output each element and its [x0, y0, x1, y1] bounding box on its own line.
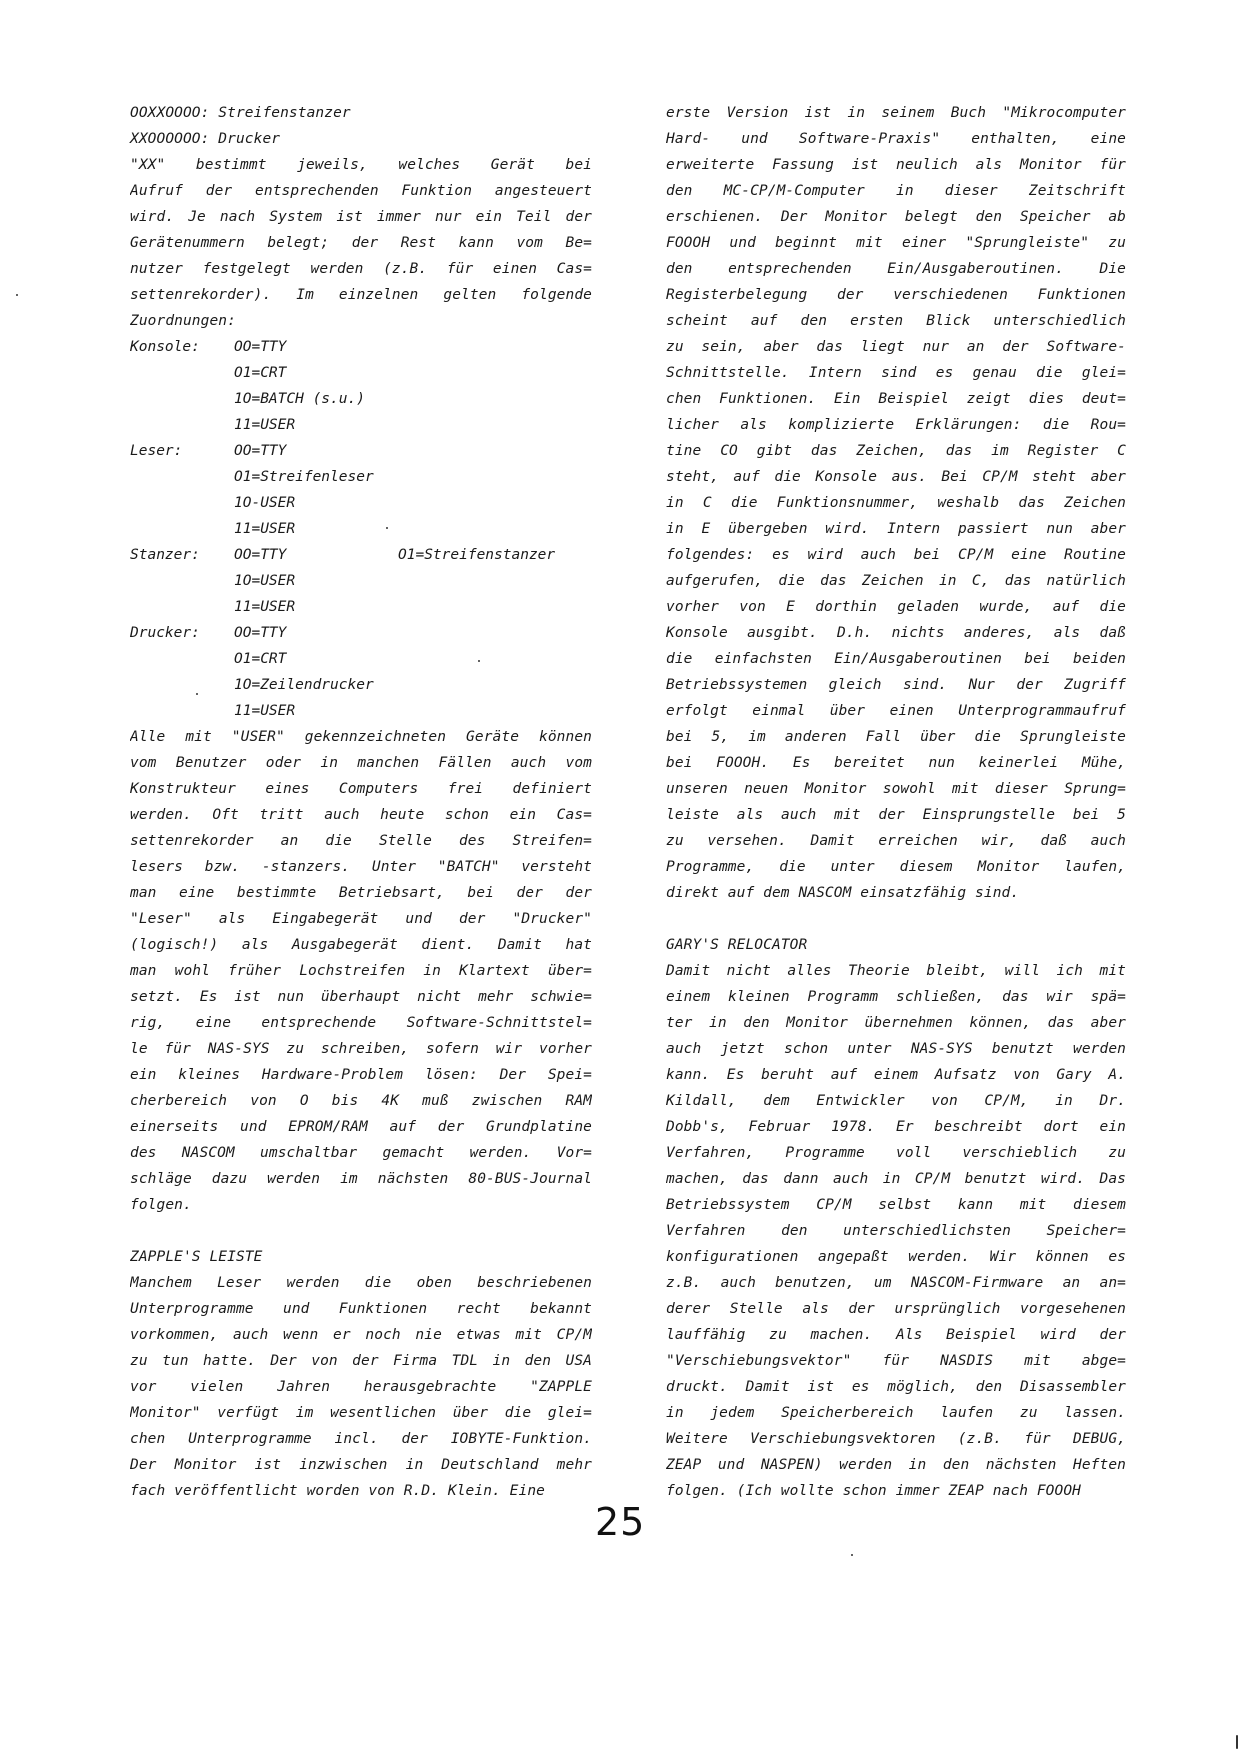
text-line: leiste als auch mit der Einsprungstelle bei 5: [666, 807, 1126, 823]
mapping-value: O1=CRT: [234, 365, 287, 381]
mapping-row: [130, 542, 592, 568]
text-line: licher als komplizierte Erklärungen: die Rou=: [666, 417, 1126, 433]
mapping-row: [130, 438, 592, 464]
mapping-value: OO=TTY: [234, 443, 287, 459]
text-line: Programme, die unter diesem Monitor laufen,: [666, 859, 1126, 875]
text-line: Dobb's, Februar 1978. Er beschreibt dort ein: [666, 1119, 1126, 1135]
text-line: bei FOOOH. Es bereitet nun keinerlei Mühe,: [666, 755, 1126, 771]
page-number: 25: [595, 1500, 646, 1544]
text-line: Hard- und Software-Praxis" enthalten, eine: [666, 131, 1126, 147]
mapping-value: 1O=Zeilendrucker: [234, 677, 374, 693]
text-line: steht, auf die Konsole aus. Bei CP/M steht aber: [666, 469, 1126, 485]
text-line: rig, eine entsprechende Software-Schnittstel=: [130, 1015, 592, 1031]
mapping-row: [130, 516, 592, 542]
text-line: bei 5, im anderen Fall über die Sprungleiste: [666, 729, 1126, 745]
device-mapping-table: [130, 334, 592, 724]
text-line: Betriebssystemen gleich sind. Nur der Zugriff: [666, 677, 1126, 693]
text-line: derer Stelle als der ursprünglich vorgesehenen: [666, 1301, 1126, 1317]
right-paragraph-2: [666, 958, 1126, 1504]
mapping-value: O1=Streifenleser: [234, 469, 374, 485]
left-paragraph-1: [130, 152, 592, 334]
scan-speck: [16, 294, 18, 296]
text-line: den MC-CP/M-Computer in dieser Zeitschrift: [666, 183, 1126, 199]
mapping-row: [130, 594, 592, 620]
text-line: vor vielen Jahren herausgebrachte "ZAPPLE: [130, 1379, 592, 1395]
text-line: in jedem Speicherbereich laufen zu lassen.: [666, 1405, 1126, 1421]
text-line: "XX" bestimmt jeweils, welches Gerät bei: [130, 157, 592, 173]
section-heading-zapple: ZAPPLE'S LEISTE: [130, 1249, 263, 1265]
mapping-row: [130, 360, 592, 386]
text-line: le für NAS-SYS zu schreiben, sofern wir vorher: [130, 1041, 592, 1057]
text-line: "Verschiebungsvektor" für NASDIS mit abge=: [666, 1353, 1126, 1369]
mapping-value: 1O=BATCH (s.u.): [234, 391, 365, 407]
text-line: Aufruf der entsprechenden Funktion angesteuert: [130, 183, 592, 199]
text-line: wird. Je nach System ist immer nur ein Teil der: [130, 209, 592, 225]
text-line: in E übergeben wird. Intern passiert nun aber: [666, 521, 1126, 537]
text-line: konfigurationen angepaßt werden. Wir können es: [666, 1249, 1126, 1265]
section-heading-relocator: GARY'S RELOCATOR: [666, 937, 808, 953]
text-line: Konstrukteur eines Computers frei definiert: [130, 781, 592, 797]
text-line: erfolgt einmal über einen Unterprogrammaufruf: [666, 703, 1126, 719]
mapping-value: 11=USER: [234, 521, 296, 537]
text-line: z.B. auch benutzen, um NASCOM-Firmware an an=: [666, 1275, 1126, 1291]
text-line: ter in den Monitor übernehmen können, das aber: [666, 1015, 1126, 1031]
text-line: Gerätenummern belegt; der Rest kann vom Be=: [130, 235, 592, 251]
text-line: folgendes: es wird auch bei CP/M eine Routine: [666, 547, 1126, 563]
text-line: zu sein, aber das liegt nur an der Software-: [666, 339, 1126, 355]
text-line: kann. Es beruht auf einem Aufsatz von Gary A.: [666, 1067, 1126, 1083]
mapping-label: Drucker:: [130, 625, 200, 641]
text-line: nutzer festgelegt werden (z.B. für einen Cas=: [130, 261, 592, 277]
text-line: Konsole ausgibt. D.h. nichts anderes, als daß: [666, 625, 1126, 641]
text-line: vorher von E dorthin geladen wurde, auf die: [666, 599, 1126, 615]
text-line: schläge dazu werden im nächsten 80-BUS-Journal: [130, 1171, 592, 1187]
text-line: chen Unterprogramme incl. der IOBYTE-Funktion.: [130, 1431, 592, 1447]
mapping-row: [130, 412, 592, 438]
mapping-value: 11=USER: [234, 599, 296, 615]
text-line: "Leser" als Eingabegerät und der "Drucker": [130, 911, 592, 927]
text-line: zu versehen. Damit erreichen wir, daß auch: [666, 833, 1126, 849]
mapping-value: 11=USER: [234, 417, 296, 433]
text-line: direkt auf dem NASCOM einsatzfähig sind.: [666, 885, 1020, 901]
text-line: zu tun hatte. Der von der Firma TDL in den USA: [130, 1353, 592, 1369]
text-line: Schnittstelle. Intern sind es genau die glei=: [666, 365, 1126, 381]
text-line: XXOOOOOO: Drucker: [130, 131, 281, 147]
text-line: druckt. Damit ist es möglich, den Disassembler: [666, 1379, 1126, 1395]
text-line: auch jetzt schon unter NAS-SYS benutzt werden: [666, 1041, 1126, 1057]
text-line: vom Benutzer oder in manchen Fällen auch vom: [130, 755, 592, 771]
mapping-row: [130, 386, 592, 412]
text-line: einerseits und EPROM/RAM auf der Grundplatine: [130, 1119, 592, 1135]
text-line: Registerbelegung der verschiedenen Funktionen: [666, 287, 1126, 303]
text-line: cherbereich von O bis 4K muß zwischen RAM: [130, 1093, 592, 1109]
text-line: settenrekorder an die Stelle des Streifen=: [130, 833, 592, 849]
mapping-value: OO=TTY: [234, 625, 287, 641]
scan-speck: [196, 693, 198, 695]
text-line: Verfahren, Programme voll verschieblich zu: [666, 1145, 1126, 1161]
text-line: settenrekorder). Im einzelnen gelten folgende: [130, 287, 592, 303]
mapping-row: [130, 672, 592, 698]
mapping-extra: O1=Streifenstanzer: [398, 547, 556, 563]
text-line: einem kleinen Programm schließen, das wir spä=: [666, 989, 1126, 1005]
scan-speck: [386, 527, 388, 529]
left-paragraph-3: [130, 1270, 592, 1504]
scan-edge-mark: [1236, 1735, 1238, 1749]
text-line: chen Funktionen. Ein Beispiel zeigt dies deut=: [666, 391, 1126, 407]
mapping-row: [130, 646, 592, 672]
mapping-value: 1O=USER: [234, 573, 296, 589]
text-line: den entsprechenden Ein/Ausgaberoutinen. Die: [666, 261, 1126, 277]
text-line: in C die Funktionsnummer, weshalb das Zeichen: [666, 495, 1126, 511]
text-line: Monitor" verfügt im wesentlichen über die glei=: [130, 1405, 592, 1421]
text-line: Kildall, dem Entwickler von CP/M, in Dr.: [666, 1093, 1126, 1109]
text-line: werden. Oft tritt auch heute schon ein Cas=: [130, 807, 592, 823]
text-line: Weitere Verschiebungsvektoren (z.B. für DEBUG,: [666, 1431, 1126, 1447]
text-line: ZEAP und NASPEN) werden in den nächsten Heften: [666, 1457, 1126, 1473]
text-line: des NASCOM umschaltbar gemacht werden. Vor=: [130, 1145, 592, 1161]
text-line: folgen. (Ich wollte schon immer ZEAP nach FOOOH: [666, 1483, 1081, 1499]
text-line: lesers bzw. -stanzers. Unter "BATCH" versteht: [130, 859, 592, 875]
scan-speck: [851, 1554, 853, 1556]
text-line: Unterprogramme und Funktionen recht bekannt: [130, 1301, 592, 1317]
right-column: [666, 100, 1126, 1504]
text-line: man eine bestimmte Betriebsart, bei der der: [130, 885, 592, 901]
text-line: man wohl früher Lochstreifen in Klartext über=: [130, 963, 592, 979]
mapping-value: 1O-USER: [234, 495, 296, 511]
mapping-label: Leser:: [130, 443, 183, 459]
mapping-row: [130, 464, 592, 490]
text-line: aufgerufen, die das Zeichen in C, das natürlich: [666, 573, 1126, 589]
mapping-row: [130, 334, 592, 360]
mapping-label: Stanzer:: [130, 547, 200, 563]
text-line: fach veröffentlicht worden von R.D. Klein. Eine: [130, 1483, 545, 1499]
text-line: Alle mit "USER" gekennzeichneten Geräte können: [130, 729, 592, 745]
text-line: erweiterte Fassung ist neulich als Monitor für: [666, 157, 1126, 173]
text-line: erste Version ist in seinem Buch "Mikrocomputer: [666, 105, 1126, 121]
left-intro: [130, 100, 592, 152]
mapping-row: [130, 698, 592, 724]
text-line: machen, das dann auch in CP/M benutzt wird. Das: [666, 1171, 1126, 1187]
mapping-row: [130, 568, 592, 594]
text-line: erschienen. Der Monitor belegt den Speicher ab: [666, 209, 1126, 225]
text-line: folgen.: [130, 1197, 192, 1213]
text-line: Damit nicht alles Theorie bleibt, will ich mit: [666, 963, 1126, 979]
text-line: Zuordnungen:: [130, 313, 236, 329]
text-line: ein kleines Hardware-Problem lösen: Der Spei=: [130, 1067, 592, 1083]
text-line: setzt. Es ist nun überhaupt nicht mehr schwie=: [130, 989, 592, 1005]
mapping-label: Konsole:: [130, 339, 200, 355]
text-line: tine CO gibt das Zeichen, das im Register C: [666, 443, 1126, 459]
scan-speck: [478, 660, 480, 662]
mapping-row: [130, 620, 592, 646]
mapping-value: OO=TTY: [234, 547, 287, 563]
text-line: Verfahren den unterschiedlichsten Speicher=: [666, 1223, 1126, 1239]
mapping-row: [130, 490, 592, 516]
text-line: OOXXOOOO: Streifenstanzer: [130, 105, 351, 121]
right-paragraph-1: [666, 100, 1126, 906]
text-line: lauffähig zu machen. Als Beispiel wird der: [666, 1327, 1126, 1343]
text-line: die einfachsten Ein/Ausgaberoutinen bei beiden: [666, 651, 1126, 667]
text-line: Der Monitor ist inzwischen in Deutschland mehr: [130, 1457, 592, 1473]
left-column: [130, 100, 592, 1504]
text-line: Betriebssystem CP/M selbst kann mit diesem: [666, 1197, 1126, 1213]
mapping-value: O1=CRT: [234, 651, 287, 667]
left-paragraph-2: [130, 724, 592, 1218]
text-line: scheint auf den ersten Blick unterschiedlich: [666, 313, 1126, 329]
mapping-value: OO=TTY: [234, 339, 287, 355]
text-line: (logisch!) als Ausgabegerät dient. Damit hat: [130, 937, 592, 953]
text-line: FOOOH und beginnt mit einer "Sprungleiste" zu: [666, 235, 1126, 251]
text-line: unseren neuen Monitor sowohl mit dieser Sprung=: [666, 781, 1126, 797]
text-line: vorkommen, auch wenn er noch nie etwas mit CP/M: [130, 1327, 592, 1343]
mapping-value: 11=USER: [234, 703, 296, 719]
text-line: Manchem Leser werden die oben beschriebenen: [130, 1275, 592, 1291]
